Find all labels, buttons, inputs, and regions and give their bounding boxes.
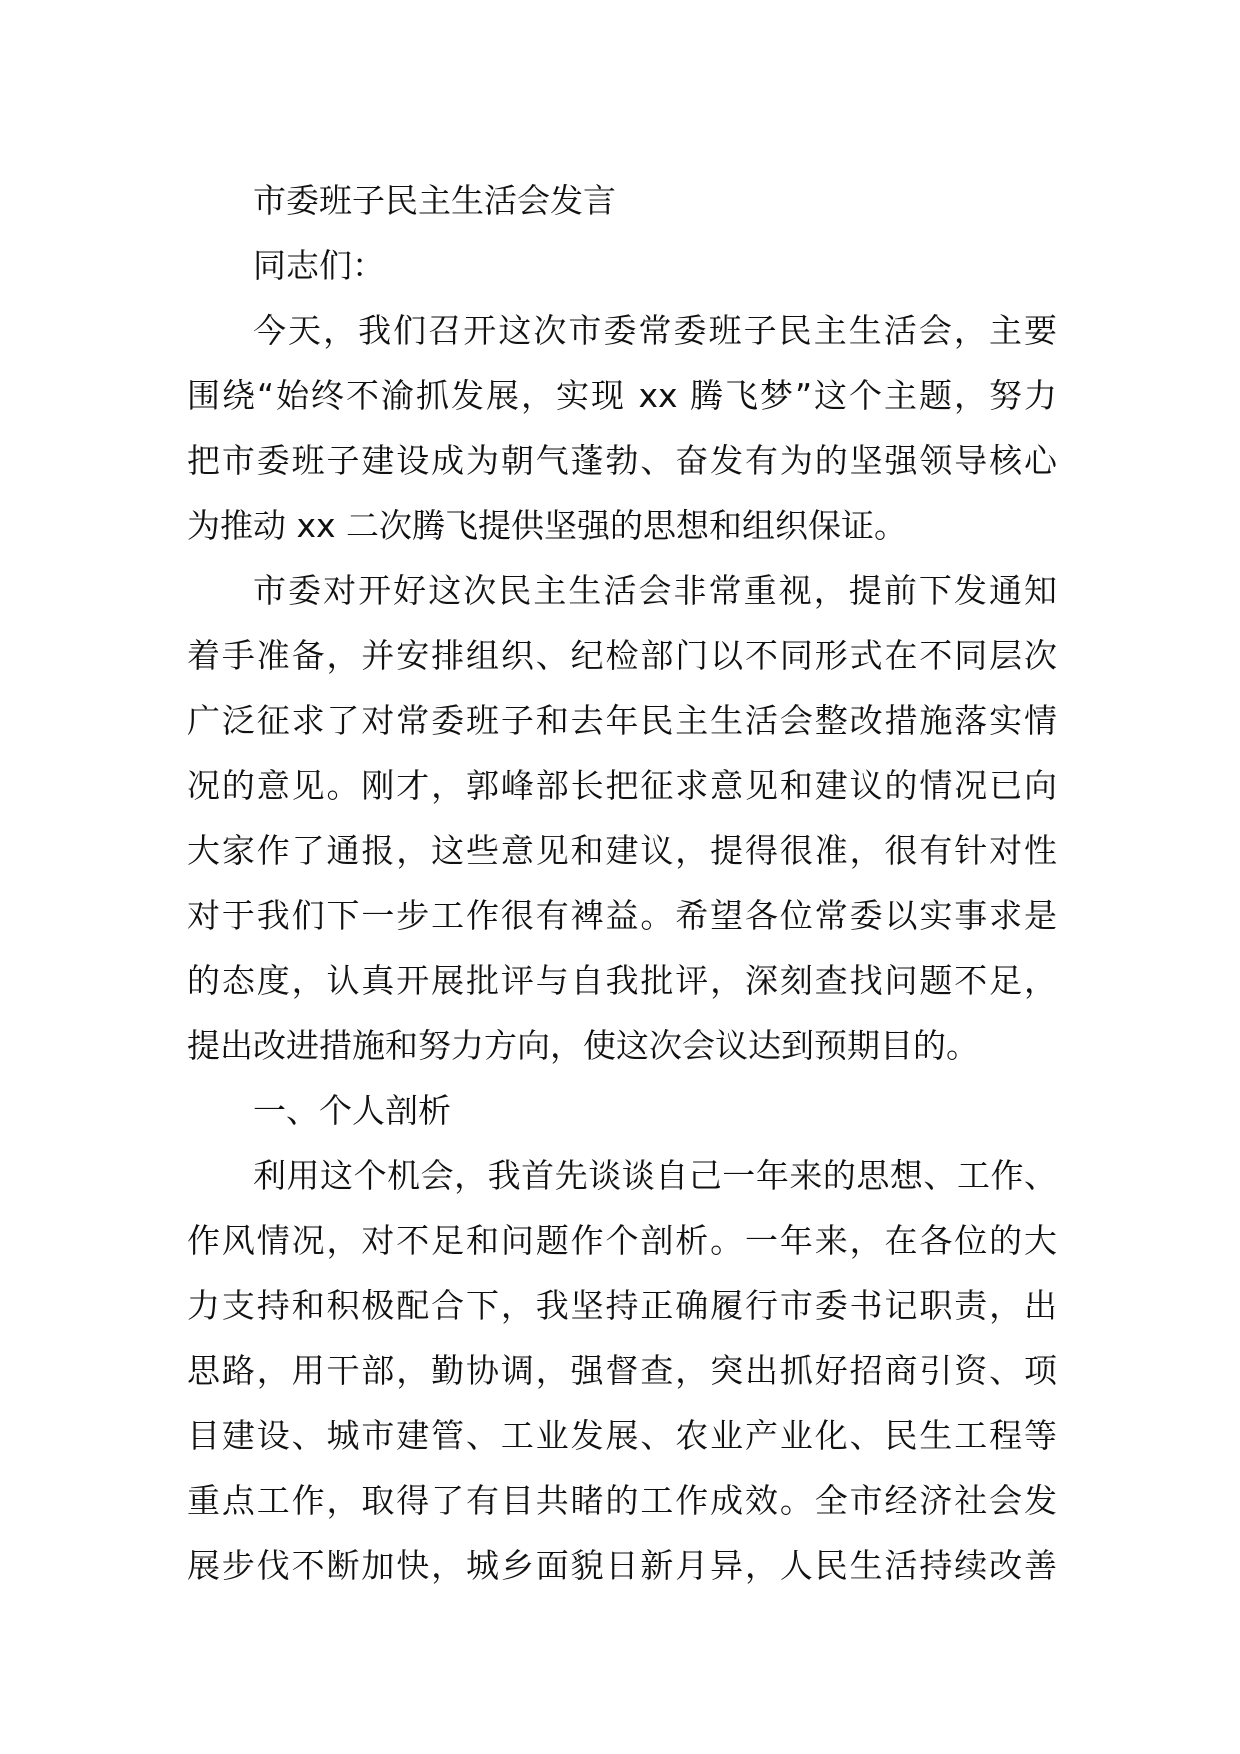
document-title: 市委班子民主生活会发言 bbox=[253, 181, 616, 220]
paragraph-line: 对于我们下一步工作很有裨益。希望各位常委以实事求是 bbox=[187, 896, 1057, 935]
paragraph-line: 提出改进措施和努力方向，使这次会议达到预期目的。 bbox=[187, 1026, 979, 1065]
paragraph-line: 把市委班子建设成为朝气蓬勃、奋发有为的坚强领导核心 bbox=[187, 441, 1057, 480]
paragraph-opening bbox=[187, 298, 1057, 558]
document-body bbox=[187, 168, 1057, 1598]
paragraph-line: 围绕“始终不渝抓发展，实现 xx 腾飞梦”这个主题，努力 bbox=[187, 376, 1057, 415]
salutation: 同志们： bbox=[253, 246, 385, 285]
paragraph-line: 的态度，认真开展批评与自我批评，深刻查找问题不足， bbox=[187, 961, 1057, 1000]
paragraph-line: 大家作了通报，这些意见和建议，提得很准，很有针对性 bbox=[187, 831, 1057, 870]
paragraph-line: 着手准备，并安排组织、纪检部门以不同形式在不同层次 bbox=[187, 636, 1057, 675]
paragraph-line: 利用这个机会，我首先谈谈自己一年来的思想、工作、 bbox=[253, 1156, 1057, 1195]
paragraph-self-analysis bbox=[187, 1143, 1057, 1598]
paragraph-line: 目建设、城市建管、工业发展、农业产业化、民生工程等 bbox=[187, 1416, 1057, 1455]
paragraph-line: 市委对开好这次民主生活会非常重视，提前下发通知 bbox=[253, 571, 1057, 610]
paragraph-line: 展步伐不断加快，城乡面貌日新月异，人民生活持续改善 bbox=[187, 1546, 1057, 1585]
paragraph-line: 作风情况，对不足和问题作个剖析。一年来，在各位的大 bbox=[187, 1221, 1057, 1260]
paragraph-line: 重点工作，取得了有目共睹的工作成效。全市经济社会发 bbox=[187, 1481, 1057, 1520]
paragraph-line: 况的意见。刚才，郭峰部长把征求意见和建议的情况已向 bbox=[187, 766, 1057, 805]
paragraph-line: 为推动 xx 二次腾飞提供坚强的思想和组织保证。 bbox=[187, 506, 908, 545]
paragraph-line: 思路，用干部，勤协调，强督查，突出抓好招商引资、项 bbox=[187, 1351, 1057, 1390]
paragraph-line: 今天，我们召开这次市委常委班子民主生活会，主要 bbox=[253, 311, 1057, 350]
paragraph-preparation bbox=[187, 558, 1057, 1078]
paragraph-line: 力支持和积极配合下，我坚持正确履行市委书记职责，出 bbox=[187, 1286, 1057, 1325]
paragraph-line: 广泛征求了对常委班子和去年民主生活会整改措施落实情 bbox=[187, 701, 1057, 740]
section-heading: 一、个人剖析 bbox=[253, 1091, 451, 1130]
